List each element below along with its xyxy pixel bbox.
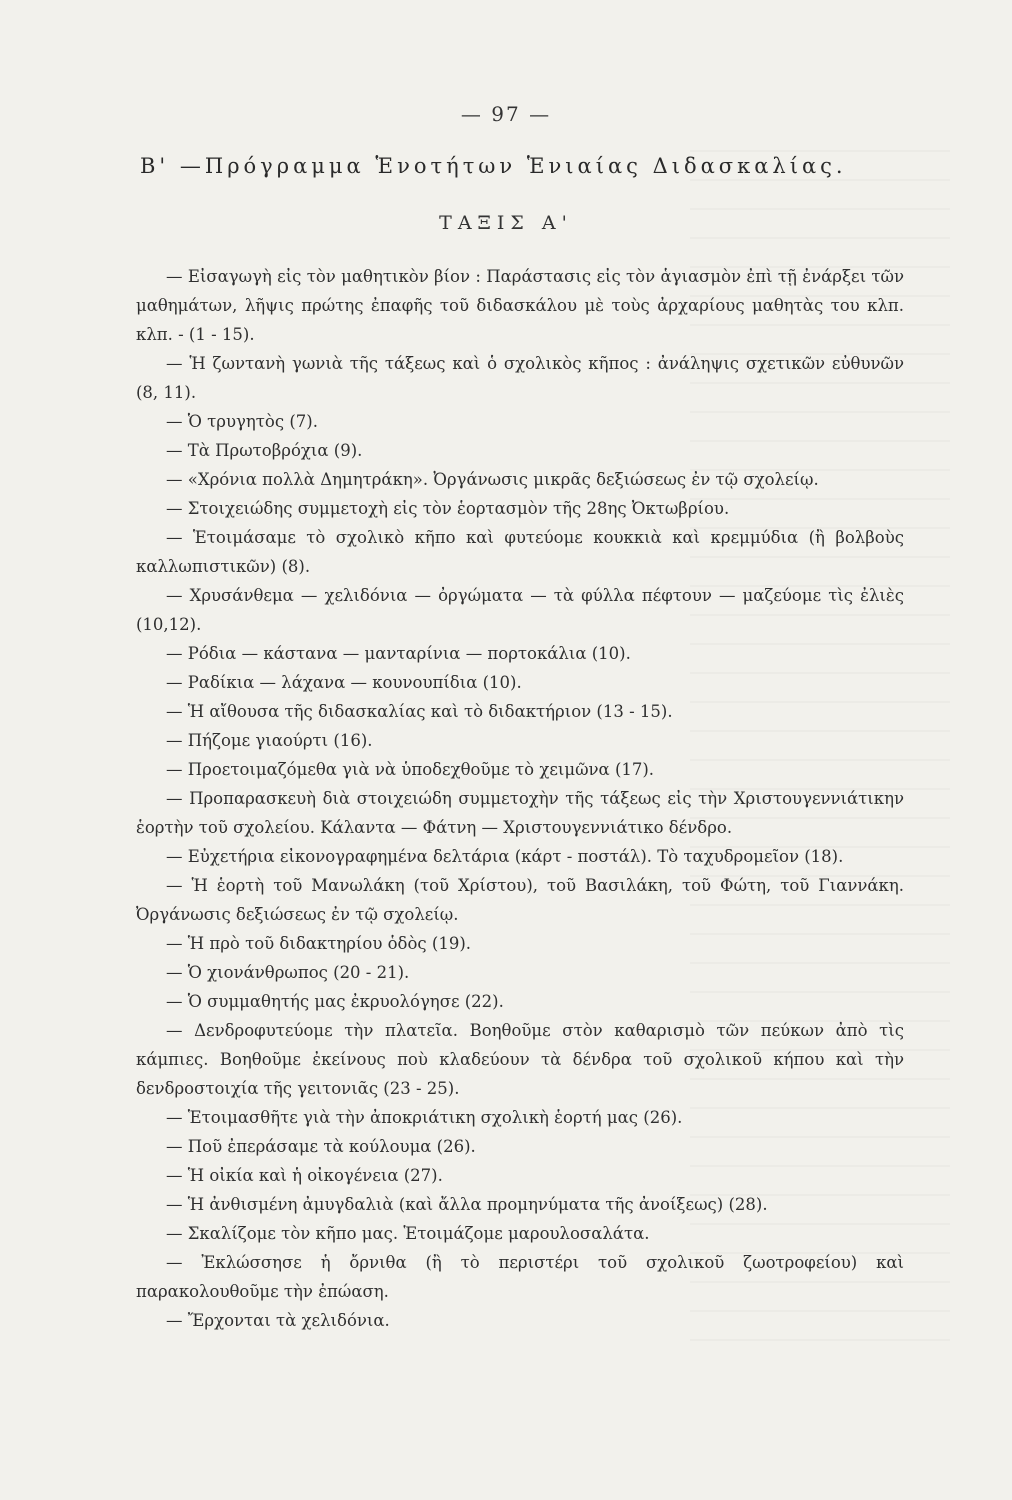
list-item: — Ρόδια — κάστανα — μανταρίνια — πορτοκάλια (10).: [166, 644, 631, 663]
list-item: — Ἡ οἰκία καὶ ἡ οἰκογένεια (27).: [166, 1166, 443, 1185]
program-title: Β' —Πρόγραμμα Ἑνοτήτων Ἑνιαίας Διδασκαλίας.: [140, 154, 847, 178]
list-item: — Προπαρασκευὴ διὰ στοιχειώδη συμμετοχὴν τῆς τάξεως εἰς τὴν Χριστουγεννιάτικην ἑορτὴν τοῦ σχολείου. Κάλαντα — Φάτνη — Χριστουγεννιάτικο δένδρο.: [136, 789, 904, 837]
list-item: — Ὁ χιονάνθρωπος (20 - 21).: [166, 963, 410, 982]
list-item: — Τὰ Πρωτοβρόχια (9).: [166, 441, 363, 460]
list-item: — Ἑτοιμάσαμε τὸ σχολικὸ κῆπο καὶ φυτεύομε κουκκιὰ καὶ κρεμμύδια (ἢ βολβοὺς καλλωπιστικῶν) (8).: [136, 528, 904, 576]
list-item: — Ἔρχονται τὰ χελιδόνια.: [166, 1311, 390, 1330]
list-item: — «Χρόνια πολλὰ Δημητράκη». Ὀργάνωσις μικρᾶς δεξιώσεως ἐν τῷ σχολείῳ.: [166, 470, 819, 489]
list-item: — Ἑτοιμασθῆτε γιὰ τὴν ἀποκριάτικη σχολικὴ ἑορτή μας (26).: [166, 1108, 683, 1127]
list-item: — Ἡ ἀνθισμένη ἀμυγδαλιὰ (καὶ ἄλλα προμηνύματα τῆς ἀνοίξεως) (28).: [166, 1195, 768, 1214]
entries-list: [136, 262, 904, 1335]
list-item: — Ποῦ ἐπεράσαμε τὰ κούλουμα (26).: [166, 1137, 476, 1156]
class-heading: ΤΑΞΙΣ Α': [439, 212, 573, 234]
list-item: — Χρυσάνθεμα — χελιδόνια — ὀργώματα — τὰ φύλλα πέφτουν — μαζεύομε τὶς ἐλιὲς (10,12).: [136, 586, 904, 634]
list-item: — Προετοιμαζόμεθα γιὰ νὰ ὑποδεχθοῦμε τὸ χειμῶνα (17).: [166, 760, 655, 779]
list-item: — Ραδίκια — λάχανα — κουνουπίδια (10).: [166, 673, 522, 692]
list-item: — Ἡ ζωντανὴ γωνιὰ τῆς τάξεως καὶ ὁ σχολικὸς κῆπος : ἀνάληψις σχετικῶν εὐθυνῶν (8, 11).: [136, 354, 904, 402]
list-item: — Ἡ ἑορτὴ τοῦ Μανωλάκη (τοῦ Χρίστου), τοῦ Βασιλάκη, τοῦ Φώτη, τοῦ Γιαννάκη. Ὀργάνωσις δεξιώσεως ἐν τῷ σχολείῳ.: [136, 876, 904, 924]
list-item: — Δενδροφυτεύομε τὴν πλατεῖα. Βοηθοῦμε στὸν καθαρισμὸ τῶν πεύκων ἀπὸ τὶς κάμπιες. Βοηθοῦμε ἐκείνους ποὺ κλαδεύουν τὰ δένδρα τοῦ σχολικοῦ κήπου καὶ τὴν δενδροστοιχία τῆς γειτονιᾶς (23 - 25).: [136, 1021, 904, 1098]
list-item: — Σκαλίζομε τὸν κῆπο μας. Ἑτοιμάζομε μαρουλοσαλάτα.: [166, 1224, 650, 1243]
list-item: — Ἡ πρὸ τοῦ διδακτηρίου ὁδὸς (19).: [166, 934, 472, 953]
list-item: — Πήζομε γιαούρτι (16).: [166, 731, 373, 750]
list-item: — Στοιχειώδης συμμετοχὴ εἰς τὸν ἑορτασμὸν τῆς 28ης Ὀκτωβρίου.: [166, 499, 730, 518]
list-item: — Ἡ αἴθουσα τῆς διδασκαλίας καὶ τὸ διδακτήριον (13 - 15).: [166, 702, 673, 721]
page-number: — 97 —: [460, 102, 552, 126]
list-item: — Εἰσαγωγὴ εἰς τὸν μαθητικὸν βίον : Παράστασις εἰς τὸν ἁγιασμὸν ἐπὶ τῇ ἐνάρξει τῶν μαθημάτων, λῆψις πρώτης ἐπαφῆς τοῦ διδασκάλου μὲ τοὺς ἀρχαρίους μαθητὰς του κλπ. κλπ. - (1 - 15).: [136, 267, 904, 344]
list-item: — Ὁ τρυγητὸς (7).: [166, 412, 318, 431]
list-item: — Ὁ συμμαθητής μας ἐκρυολόγησε (22).: [166, 992, 504, 1011]
list-item: — Ἐκλώσσησε ἡ ὄρνιθα (ἢ τὸ περιστέρι τοῦ σχολικοῦ ζωοτροφείου) καὶ παρακολουθοῦμε τὴν ἐπώαση.: [136, 1253, 904, 1301]
list-item: — Εὐχετήρια εἰκονογραφημένα δελτάρια (κάρτ - ποστάλ). Τὸ ταχυδρομεῖον (18).: [166, 847, 844, 866]
